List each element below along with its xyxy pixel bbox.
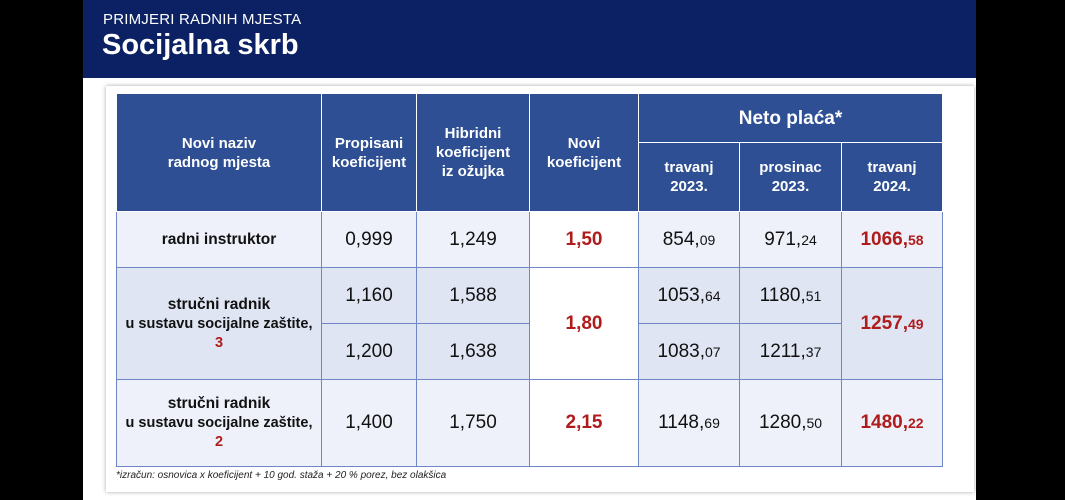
job-title-cell: radni instruktor: [117, 212, 322, 268]
salary-apr-2024-cell: 1066,58: [842, 212, 943, 268]
salary-dec-2023-cell: 971,24: [740, 212, 842, 268]
header-apr-2023: travanj 2023.: [639, 143, 740, 212]
hybrid-coef-cell: 1,638: [417, 324, 530, 380]
hybrid-coef-cell: 1,750: [417, 380, 530, 467]
salary-dec-2023-cell: 1180,51: [740, 268, 842, 324]
salary-dec-2023-cell: 1280,50: [740, 380, 842, 467]
new-coef-cell: 1,80: [530, 268, 639, 380]
prescribed-coef-cell: 1,200: [322, 324, 417, 380]
salary-apr-2023-cell: 1148,69: [639, 380, 740, 467]
header-dec-2023: prosinac 2023.: [740, 143, 842, 212]
footnote: *izračun: osnovica x koeficijent + 10 god. staža + 20 % porez, bez olakšica: [116, 470, 447, 481]
hybrid-coef-cell: 1,588: [417, 268, 530, 324]
header-apr-2024: travanj 2024.: [842, 143, 943, 212]
job-title-cell: stručni radnik u sustavu socijalne zaštite, 2: [117, 380, 322, 467]
salary-apr-2023-cell: 1053,64: [639, 268, 740, 324]
table-row: [117, 268, 943, 324]
job-title-cell: stručni radnik u sustavu socijalne zaštite, 3: [117, 268, 322, 380]
salary-apr-2024-cell: 1257,49: [842, 268, 943, 380]
table-row: [117, 380, 943, 467]
header-new-coef: Novi koeficijent: [530, 94, 639, 212]
salary-apr-2024-cell: 1480,22: [842, 380, 943, 467]
slide-title: Socijalna skrb: [102, 29, 299, 61]
prescribed-coef-cell: 1,160: [322, 268, 417, 324]
salary-dec-2023-cell: 1211,37: [740, 324, 842, 380]
salary-table: [116, 93, 943, 467]
salary-apr-2023-cell: 1083,07: [639, 324, 740, 380]
left-frame: [0, 0, 83, 500]
header-kicker: PRIMJERI RADNIH MJESTA: [103, 11, 302, 28]
prescribed-coef-cell: 1,400: [322, 380, 417, 467]
salary-apr-2023-cell: 854,09: [639, 212, 740, 268]
table-row: [117, 212, 943, 268]
hybrid-coef-cell: 1,249: [417, 212, 530, 268]
slide-header: [83, 0, 976, 78]
new-coef-cell: 1,50: [530, 212, 639, 268]
right-frame: [976, 0, 1065, 500]
new-coef-cell: 2,15: [530, 380, 639, 467]
header-prescribed-coef: Propisani koeficijent: [322, 94, 417, 212]
prescribed-coef-cell: 0,999: [322, 212, 417, 268]
header-net-salary: Neto plaća*: [639, 94, 943, 143]
header-hybrid-coef: Hibridni koeficijent iz ožujka: [417, 94, 530, 212]
header-job-title: Novi naziv radnog mjesta: [117, 94, 322, 212]
